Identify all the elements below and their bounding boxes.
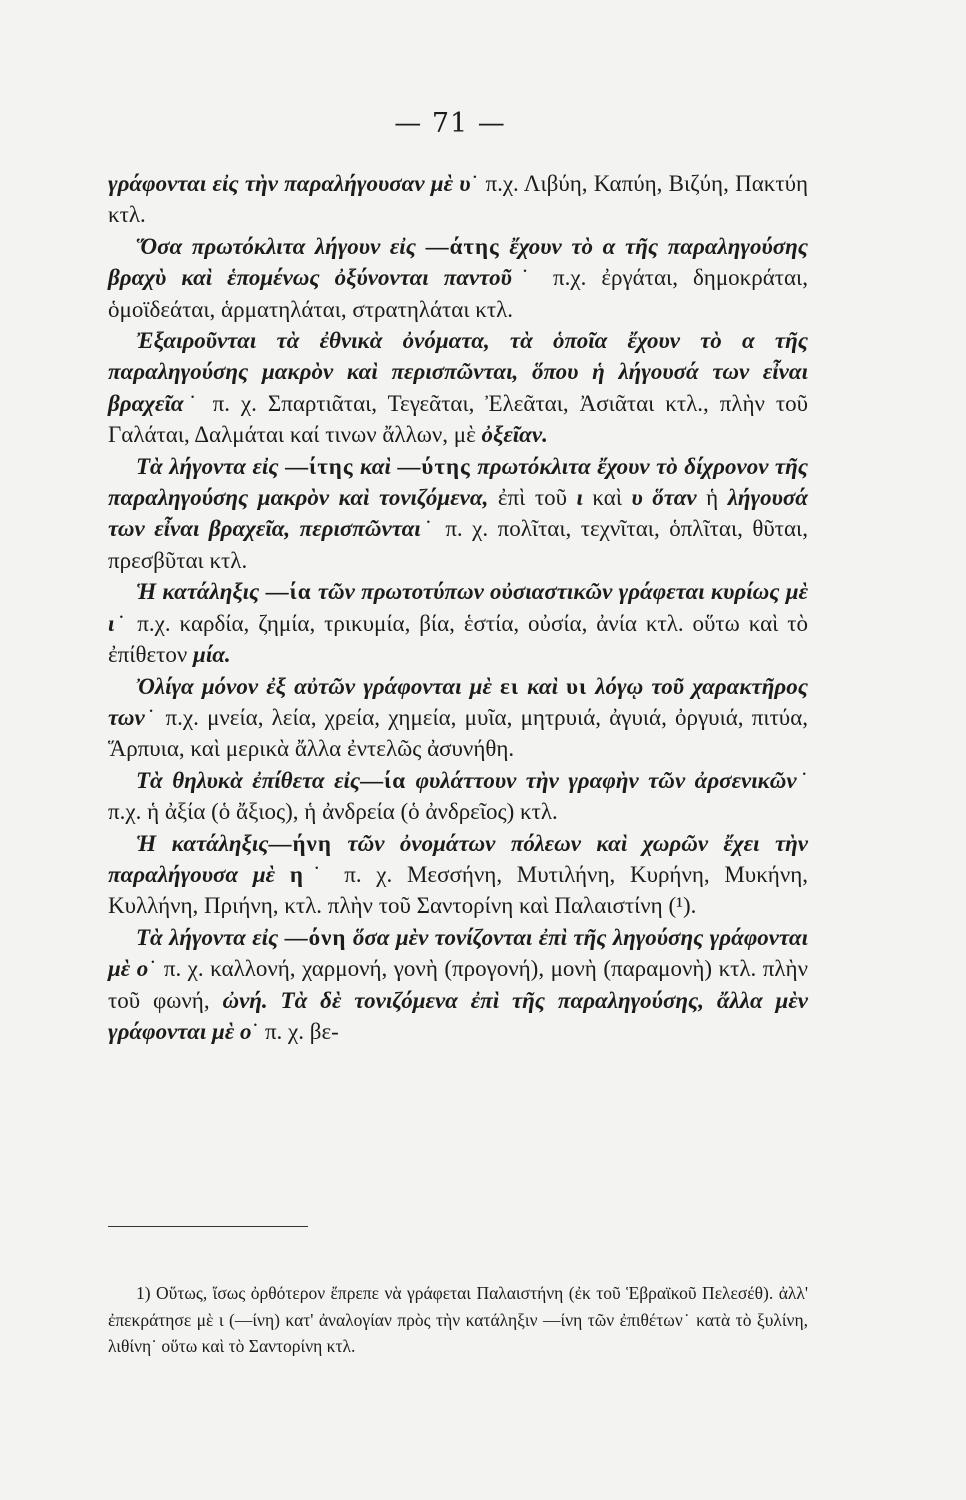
text-segment: μία. bbox=[193, 642, 231, 668]
text-segment: ἐπὶ τοῦ bbox=[488, 485, 577, 511]
footnote bbox=[108, 1280, 808, 1360]
text-segment: ˙ π. χ. βε- bbox=[251, 1018, 339, 1044]
paragraph bbox=[108, 671, 808, 765]
text-segment: υ bbox=[631, 485, 643, 511]
text-segment: υι bbox=[566, 673, 588, 699]
text-segment: γράφονται εἰς τὴν παραλήγουσαν μὲ bbox=[108, 171, 460, 196]
text-segment: τῆς παραληγούσης βραχὺ καὶ ἑπομένως ὀξύνονται παντοῦ bbox=[108, 233, 808, 291]
text-segment: λόγῳ τοῦ χαρακτῆρος των bbox=[108, 673, 808, 730]
text-segment: ˙ π. χ. πολῖται, τεχνῖται, ὁπλῖται, θῦται, πρεσβῦται κτλ. bbox=[108, 516, 808, 573]
text-segment: —άτης bbox=[425, 233, 500, 259]
text-segment: α bbox=[742, 328, 755, 354]
text-segment: Ἡ κατάληξις bbox=[136, 830, 269, 856]
text-segment: ˙ π.χ. ἐργάται, δημοκράται, ὁμοϊδεάται, ἁρματηλάται, στρατηλάται κτλ. bbox=[108, 265, 808, 322]
text-segment: ι bbox=[108, 610, 115, 636]
text-segment: τῶν πρωτοτύπων οὐσιαστικῶν γράφεται κυρίως μὲ bbox=[311, 579, 808, 605]
text-segment: Ἐξαιροῦνται τὰ ἐθνικὰ ὀνόματα, τὰ ὁποῖα ἔχουν τὸ bbox=[136, 328, 742, 354]
text-segment: πρωτόκλιτα ἔχουν τὸ δίχρονον τῆς παραληγούσης μακρὸν καὶ τονιζόμενα, bbox=[108, 453, 808, 511]
page-number: — 71 — bbox=[394, 108, 506, 139]
text-segment: η bbox=[289, 861, 304, 887]
text-segment: ὠνή. bbox=[222, 987, 268, 1013]
text-segment: Τὰ θηλυκὰ ἐπίθετα εἰς bbox=[136, 767, 361, 793]
text-segment: ˙ π.χ. ἡ ἀξία (ὁ ἄξιος), ἡ ἀνδρεία (ὁ ἀνδρεῖος) κτλ. bbox=[108, 767, 808, 825]
text-segment: Ὀλίγα μόνον ἐξ αὐτῶν γράφονται μὲ bbox=[136, 673, 501, 699]
text-segment: ˙ π.χ. Λιβύη, Καπύη, Βιζύη, Πακτύη κτλ. bbox=[108, 171, 808, 228]
text-segment: ˙ π. χ. Μεσσήνη, Μυτιλήνη, Κυρήνη, Μυκήνη, Κυλλήνη, Πριήνη, κτλ. πλὴν τοῦ Σαντορίνη καὶ Παλαιστίνη (¹). bbox=[108, 861, 808, 919]
text-segment: Τὰ λήγοντα εἰς bbox=[136, 453, 286, 479]
text-segment: ἔχουν τὸ bbox=[499, 233, 603, 259]
text-segment: τῆς παραληγούσης μακρὸν καὶ περισπῶνται, ὅπου ἡ λήγουσά των εἶναι βραχεῖα bbox=[108, 328, 808, 416]
paragraph bbox=[108, 576, 808, 670]
body-text bbox=[108, 168, 808, 1047]
text-segment: υ bbox=[459, 171, 471, 196]
paragraph bbox=[108, 325, 808, 451]
text-segment: ˙ π. χ. Σπαρτιᾶται, Τεγεᾶται, Ἐλεᾶται, Ἀσιᾶται κτλ., πλὴν τοῦ Γαλάται, Δαλμάται καί τινων ἄλλων, μὲ bbox=[108, 390, 808, 448]
footnote-text: 1) Οὕτως, ἴσως ὀρθότερον ἔπρεπε νὰ γράφεται Παλαιστήνη (ἐκ τοῦ Ἑβραϊκοῦ Πελεσέθ). ἀλλ' ἐπεκράτησε μὲ ι (—ίνη) κατ' ἀναλογίαν πρὸς τὴν κατάληξιν —ίνη τῶν ἐπιθέτων˙ κατὰ τὸ ξυλίνη, λιθίνη˙ οὕτω καὶ τὸ Σαντορίνη κτλ. bbox=[108, 1283, 808, 1356]
text-segment: λήγουσά των εἶναι βραχεῖα, περισπῶνται bbox=[108, 485, 808, 542]
text-segment: Τὰ λήγοντα εἰς bbox=[136, 924, 285, 950]
text-segment: ˙ π.χ. μνεία, λεία, χρεία, χημεία, μυῖα, μητρυιά, ἀγυιά, ὀργυιά, πιτύα, Ἅρπυια, καὶ μερικὰ ἄλλα ἐντελῶς ἀσυνήθη. bbox=[108, 704, 808, 762]
paragraph bbox=[108, 168, 808, 231]
text-segment: ˙ π.χ. καρδία, ζημία, τρικυμία, βία, ἑστία, οὐσία, ἀνία κτλ. οὕτω καὶ τὸ ἐπίθετον bbox=[108, 610, 808, 668]
text-segment: —όνη bbox=[284, 924, 347, 950]
text-segment: καὶ bbox=[582, 485, 632, 511]
text-segment: τῶν ὀνομάτων πόλεων καὶ χωρῶν ἔχει τὴν παραλήγουσα μὲ bbox=[108, 830, 808, 887]
text-segment: —ίτης bbox=[285, 453, 354, 479]
text-segment: Ὅσα πρωτόκλιτα λήγουν εἰς bbox=[136, 233, 426, 259]
text-segment: ὅσα μὲν τονίζονται ἐπὶ τῆς ληγούσης γράφονται μὲ bbox=[108, 924, 808, 982]
text-segment: καὶ bbox=[518, 673, 567, 699]
text-segment: ὀξεῖαν. bbox=[481, 422, 548, 448]
text-segment: Τὰ δὲ τονιζόμενα ἐπὶ τῆς παραληγούσης, ἄλλα μὲν γράφονται μὲ bbox=[108, 987, 808, 1044]
text-segment: φυλάττουν τὴν γραφὴν τῶν ἀρσενικῶν bbox=[406, 767, 797, 793]
paragraph bbox=[108, 765, 808, 828]
text-segment: ι bbox=[576, 485, 583, 511]
text-segment: —ία bbox=[360, 767, 407, 793]
paragraph bbox=[108, 828, 808, 922]
footnote-rule bbox=[108, 1226, 308, 1227]
paragraph bbox=[108, 451, 808, 577]
text-segment: —ία bbox=[265, 579, 312, 605]
text-segment: —ήνη bbox=[268, 830, 332, 856]
paragraph bbox=[108, 231, 808, 325]
text-segment: ο bbox=[240, 1018, 252, 1044]
text-segment: ἡ bbox=[696, 485, 728, 511]
text-segment: ει bbox=[500, 673, 519, 699]
paragraph bbox=[108, 922, 808, 1048]
text-segment: ὅταν bbox=[642, 485, 697, 511]
text-segment: —ύτης bbox=[397, 453, 471, 479]
text-segment: ο bbox=[136, 956, 149, 982]
text-segment: Ἡ κατάληξις bbox=[136, 579, 266, 605]
text-segment: ˙ π. χ. καλλονή, χαρμονή, γονὴ (προγονή), μονὴ (παραμονὴ) κτλ. πλὴν τοῦ φωνή, bbox=[108, 956, 808, 1013]
text-segment: καὶ bbox=[353, 453, 398, 479]
text-segment: α bbox=[602, 233, 616, 259]
